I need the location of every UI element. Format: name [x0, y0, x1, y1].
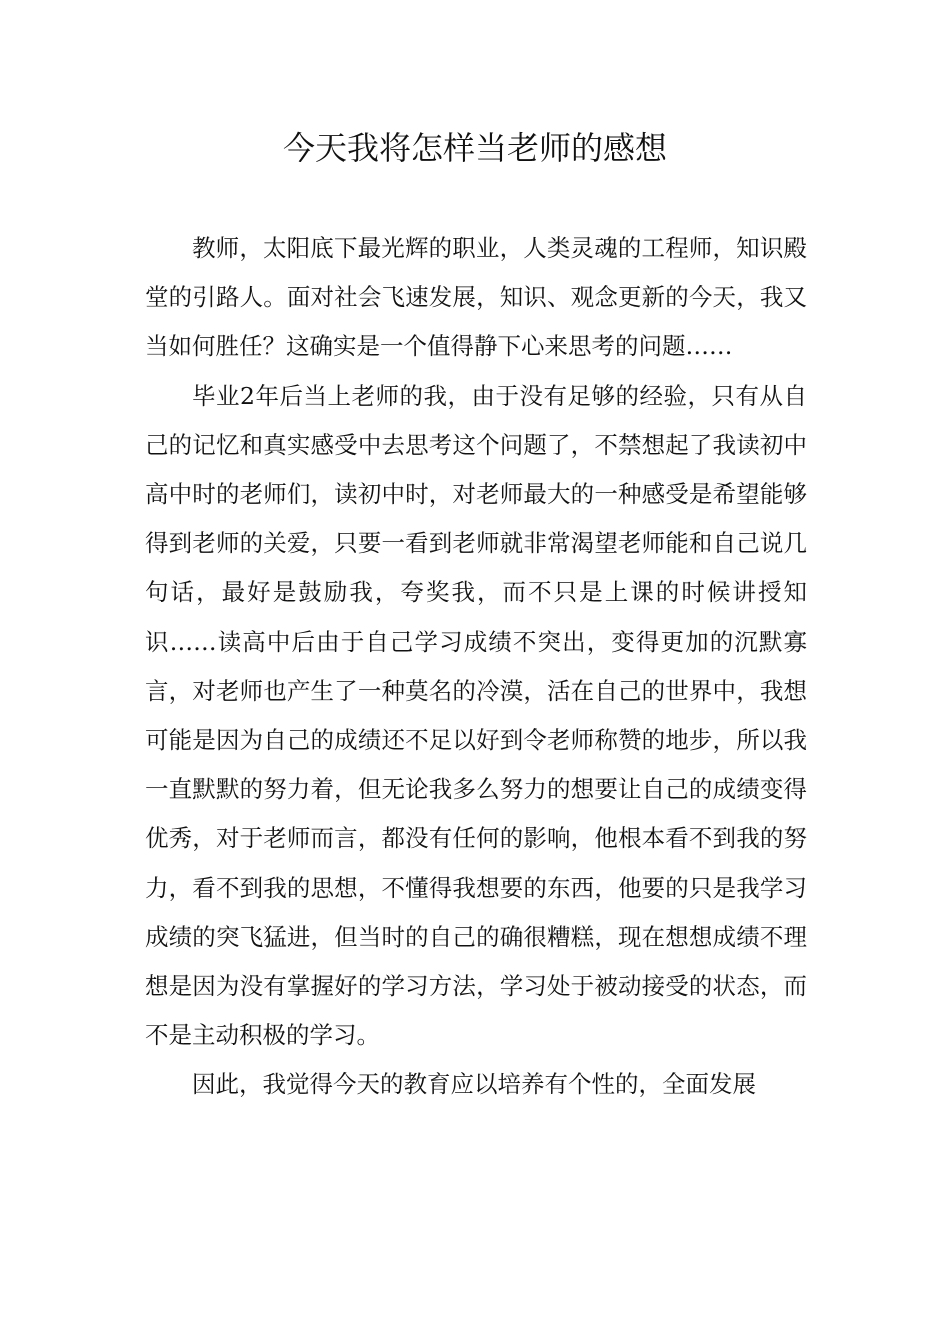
document-body: [145, 224, 807, 1110]
paragraph: 毕业2年后当上老师的我，由于没有足够的经验，只有从自己的记忆和真实感受中去思考这个问题了，不禁想起了我读初中高中时的老师们，读初中时，对老师最大的一种感受是希望能够得到老师的关爱，只要一看到老师就非常渴望老师能和自己说几句话，最好是鼓励我，夸奖我，而不只是上课的时候讲授知识……读高中后由于自己学习成绩不突出，变得更加的沉默寡言，对老师也产生了一种莫名的冷漠，活在自己的世界中，我想可能是因为自己的成绩还不足以好到令老师称赞的地步，所以我一直默默的努力着，但无论我多么努力的想要让自己的成绩变得优秀，对于老师而言，都没有任何的影响，他根本看不到我的努力，看不到我的思想，不懂得我想要的东西，他要的只是我学习成绩的突飞猛进，但当时的自己的确很糟糕，现在想想成绩不理想是因为没有掌握好的学习方法，学习处于被动接受的状态，而不是主动积极的学习。: [145, 381, 807, 1050]
paragraph: 因此，我觉得今天的教育应以培养有个性的，全面发展: [192, 1070, 756, 1099]
paragraph: 教师，太阳底下最光辉的职业，人类灵魂的工程师，知识殿堂的引路人。面对社会飞速发展，知识、观念更新的今天，我又当如何胜任？这确实是一个值得静下心来思考的问题……: [145, 234, 807, 361]
document-title: 今天我将怎样当老师的感想: [282, 129, 667, 167]
